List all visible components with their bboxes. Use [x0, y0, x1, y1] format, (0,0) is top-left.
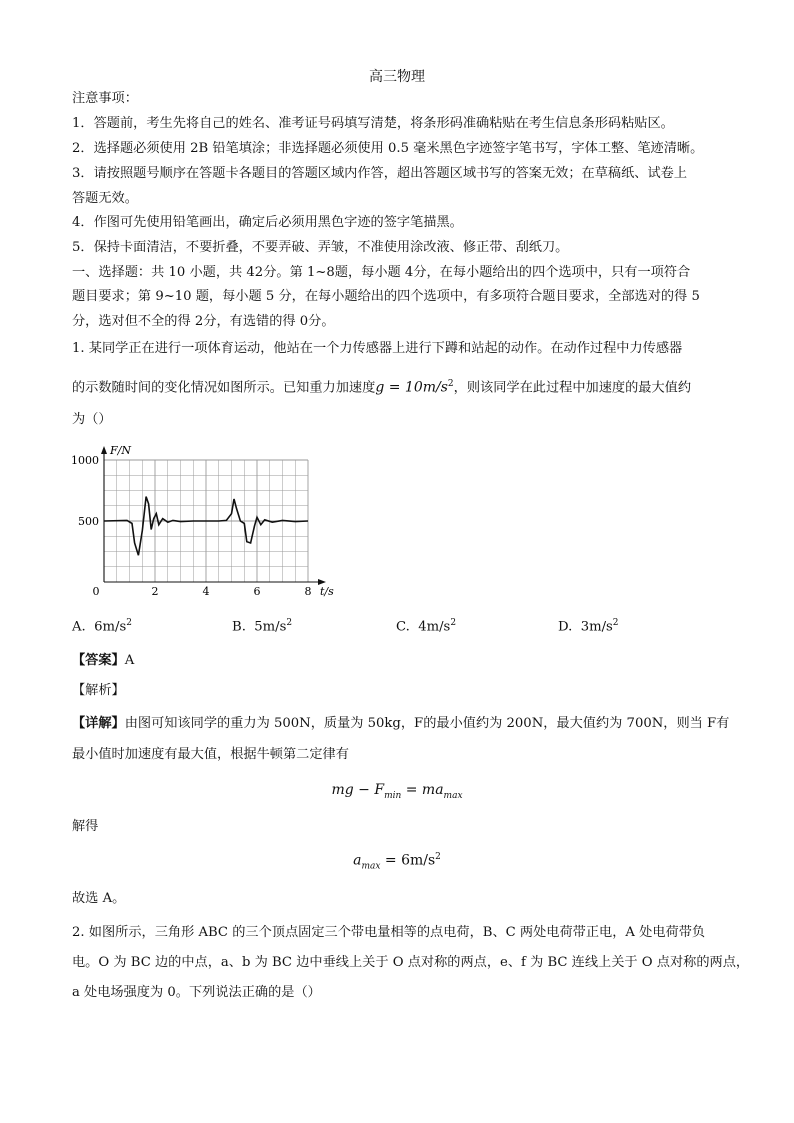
detail-text-1: 由图可知该同学的重力为 500N，质量为 50kg，F的最小值约为 200N，最大值约为 700N，则当 F有 [124, 716, 730, 731]
q1-line-2-post: ，则该同学在此过程中加速度的最大值约 [453, 380, 692, 396]
y-tick-label: 1000 [71, 454, 99, 467]
y-tick-label: 500 [78, 515, 99, 528]
analysis-tag: 【解析】 [72, 683, 125, 698]
q1-line-3: 为（） [72, 412, 112, 427]
notice-item-3-cont: 答题无效。 [72, 191, 138, 206]
y-axis-arrow [101, 446, 107, 454]
q1-line-2 [72, 380, 691, 395]
detail-line-2: 最小值时加速度有最大值，根据牛顿第二定律有 [72, 747, 349, 762]
detail-tag: 【详解】 [72, 716, 125, 731]
force-time-chart [70, 440, 350, 610]
option-d-label: D. [558, 619, 573, 635]
eq1-min: min [384, 790, 402, 801]
option-b-value: 5m/s [254, 619, 287, 635]
option-d-value: 3m/s [580, 619, 613, 635]
option-d[interactable] [558, 618, 619, 634]
option-c-label: C. [396, 619, 410, 635]
notice-item-4: 4．作图可先使用铅笔画出，确定后必须用黑色字迹的签字笔描黑。 [72, 215, 463, 230]
x-tick-label: 2 [151, 585, 159, 598]
conclusion: 故选 A。 [72, 891, 126, 906]
notice-item-3: 3．请按照题号顺序在答题卡各题目的答题区域内作答，超出答题区域书写的答案无效；在草稿纸、试卷上 [72, 166, 688, 181]
eq1-mid: = ma [401, 782, 444, 798]
option-c[interactable] [396, 618, 456, 634]
option-c-exp: 2 [450, 618, 457, 628]
eq1-max: max [443, 790, 463, 801]
q1-line-1: 1. 某同学正在进行一项体育运动，他站在一个力传感器上进行下蹲和站起的动作。在动作过程中力传感器 [72, 341, 683, 356]
y-axis-label: F/N [110, 444, 131, 457]
q2-line-2: 电。O 为 BC 边的中点，a、b 为 BC 边中垂线上关于 O 点对称的两点，e、f 为 BC 连线上关于 O 点对称的两点， [72, 955, 750, 970]
equation-result [0, 852, 794, 871]
option-b-exp: 2 [286, 618, 293, 628]
gravity-exponent: 2 [447, 379, 454, 389]
eq1-left: mg − F [331, 782, 385, 798]
answer-line [72, 654, 134, 667]
chart-ticks [71, 454, 312, 598]
q2-line-3: a 处电场强度为 0。下列说法正确的是（） [72, 985, 321, 1000]
x-axis-label: t/s [320, 585, 334, 598]
option-a-label: A. [72, 619, 86, 635]
eq2-a: a [353, 852, 362, 869]
page-title: 高三物理 [369, 69, 425, 85]
x-tick-label: 0 [92, 585, 100, 598]
notice-item-5: 5．保持卡面清洁，不要折叠，不要弄破、弄皱，不准使用涂改液、修正带、刮纸刀。 [72, 240, 569, 255]
option-b-label: B. [232, 619, 246, 635]
section1-line-2: 题目要求；第 9~10 题，每小题 5 分，在每小题给出的四个选项中，有多项符合题目要求，全部选对的得 5 [72, 289, 700, 304]
option-a[interactable] [72, 618, 132, 634]
notice-item-1: 1．答题前，考生先将自己的姓名、准考证号码填写清楚，将条形码准确粘贴在考生信息条形码粘贴区。 [72, 116, 674, 131]
gravity-expression: g = 10m/s [375, 379, 448, 396]
x-tick-label: 4 [202, 585, 210, 598]
option-c-value: 4m/s [418, 619, 451, 635]
solve-label: 解得 [72, 819, 99, 834]
option-d-exp: 2 [612, 618, 619, 628]
detail-line-1 [72, 717, 729, 730]
q1-line-2-pre: 的示数随时间的变化情况如图所示。已知重力加速度 [72, 380, 376, 396]
section1-line-1: 一、选择题：共 10 小题，共 42分。第 1~8题，每小题 4分，在每小题给出的四个选项中，只有一项符合 [72, 265, 691, 280]
answer-tag: 【答案】 [72, 653, 125, 668]
answer-value: A [124, 653, 135, 668]
q2-line-1: 2. 如图所示，三角形 ABC 的三个顶点固定三个带电量相等的点电荷，B、C 两处电荷带正电，A 处电荷带负 [72, 925, 706, 940]
section1-line-3: 分，选对但不全的得 2分，有选错的得 0分。 [72, 314, 335, 329]
equation-newton [0, 782, 794, 801]
option-b[interactable] [232, 618, 292, 634]
option-a-value: 6m/s [94, 619, 127, 635]
x-tick-label: 6 [253, 585, 261, 598]
notice-item-2: 2．选择题必须使用 2B 铅笔填涂；非选择题必须使用 0.5 毫米黑色字迹签字笔书写，字体工整、笔迹清晰。 [72, 141, 704, 156]
eq2-exp: 2 [435, 852, 441, 862]
option-a-exp: 2 [126, 618, 132, 628]
notice-heading: 注意事项： [72, 91, 138, 106]
chart-axes [101, 446, 326, 585]
eq2-max: max [361, 861, 381, 872]
eq2-rhs: = 6m/s [380, 852, 436, 869]
x-tick-label: 8 [304, 585, 312, 598]
